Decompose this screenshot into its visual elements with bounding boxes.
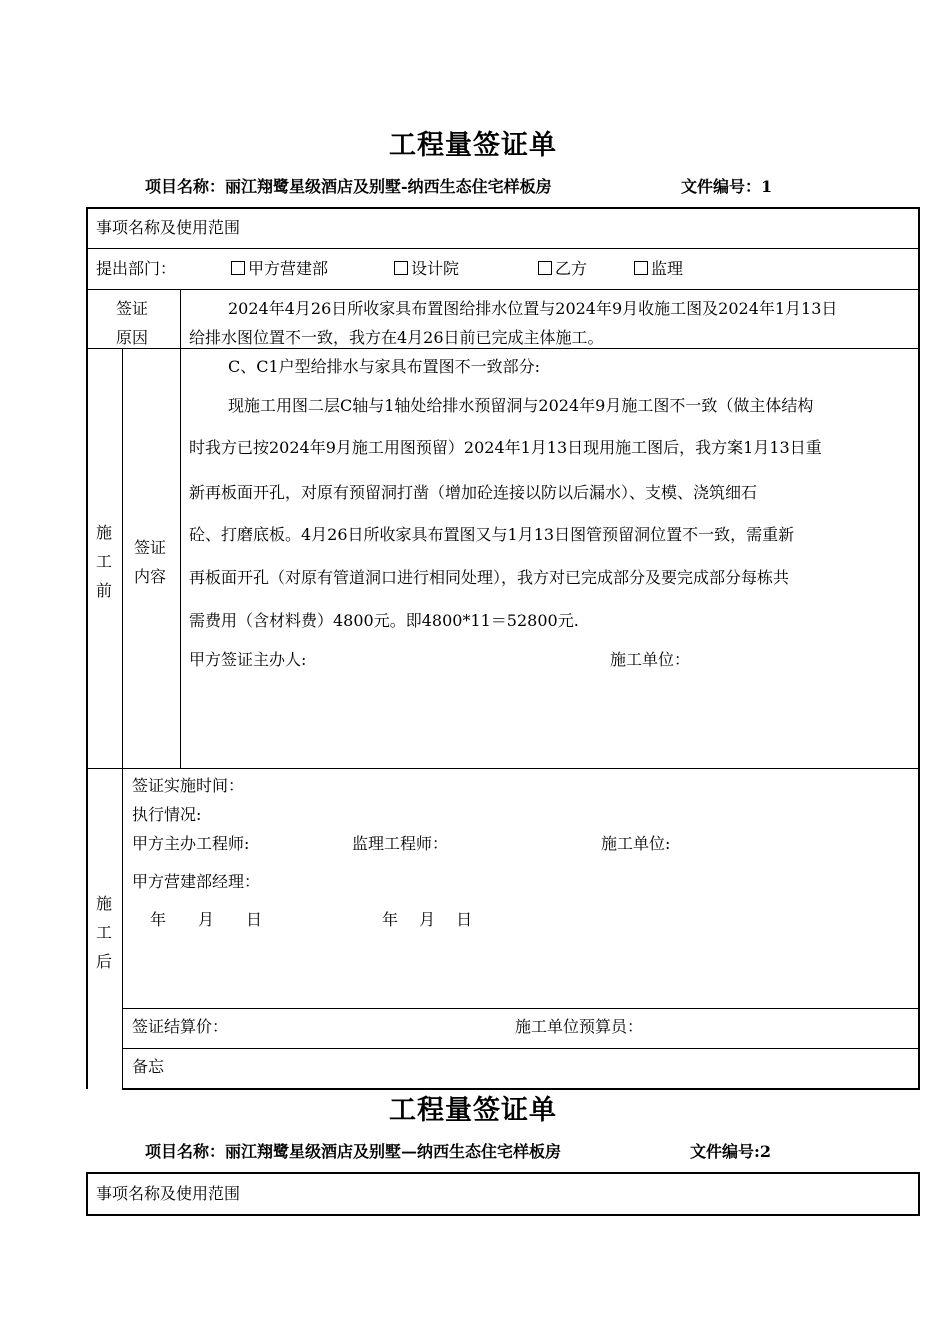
settlement-price-label: 签证结算价： [132, 1017, 229, 1036]
content-label-line1: 签证 [134, 538, 167, 557]
budgeter-label: 施工单位预算员： [515, 1017, 644, 1036]
exec-status-label: 执行情况: [132, 805, 202, 824]
after-label-char1: 施 [96, 894, 113, 913]
memo-label: 备忘 [132, 1057, 165, 1076]
reason-text-line1: 2024年4月26日所收家具布置图给排水位置与2024年9月收施工图及2024年1月13日 [228, 299, 838, 318]
after-label-char2: 工 [96, 923, 113, 942]
date-field: 年 月 日 [382, 910, 473, 929]
checkbox-icon[interactable] [231, 261, 245, 275]
after-label-char3: 后 [96, 952, 113, 971]
item-name-label: 事项名称及使用范围 [96, 218, 241, 237]
party-a-signer-label: 甲方签证主办人: [189, 650, 307, 669]
before-label-char3: 前 [96, 581, 113, 600]
party-a-manager-label: 甲方营建部经理： [132, 872, 261, 891]
contractor-label: 施工单位： [610, 650, 691, 669]
content-line: 时我方已按2024年9月施工用图预留）2024年1月13日现用施工图后，我方案1月13日重 [189, 438, 822, 457]
dept-option-supervisor[interactable]: 监理 [634, 256, 683, 279]
contractor-label: 施工单位: [601, 834, 671, 853]
content-line: 新再板面开孔，对原有预留洞打凿（增加砼连接以防以后漏水）、支模、浇筑细石 [189, 483, 758, 502]
before-label-char1: 施 [96, 523, 113, 542]
checkbox-icon[interactable] [538, 261, 552, 275]
impl-time-label: 签证实施时间： [132, 776, 245, 795]
dept-option-design-institute[interactable]: 设计院 [394, 256, 459, 279]
dept-label: 提出部门： [96, 259, 177, 278]
content-label-line2: 内容 [134, 567, 167, 586]
file-number: 文件编号:2 [690, 1142, 772, 1161]
checkbox-icon[interactable] [634, 261, 648, 275]
reason-label-line2: 原因 [116, 328, 149, 347]
supervisor-engineer-label: 监理工程师： [352, 834, 449, 853]
content-line: 需费用（含材料费）4800元。即4800*11＝52800元. [189, 611, 579, 630]
before-label-char2: 工 [96, 552, 113, 571]
content-line: 砼、打磨底板。4月26日所收家具布置图又与1月13日图管预留洞位置不一致，需重新 [189, 525, 795, 544]
dept-option-party-b[interactable]: 乙方 [538, 256, 587, 279]
page-title: 工程量签证单 [389, 130, 557, 161]
file-number: 文件编号：1 [681, 177, 773, 196]
content-line: 再板面开孔（对原有管道洞口进行相同处理），我方对已完成部分及要完成部分每栋共 [189, 568, 790, 587]
dept-option-party-a[interactable]: 甲方营建部 [231, 256, 328, 279]
project-name: 项目名称：丽江翔鹭星级酒店及别墅—纳西生态住宅样板房 [145, 1142, 562, 1161]
item-name-label: 事项名称及使用范围 [96, 1184, 241, 1203]
checkbox-icon[interactable] [394, 261, 408, 275]
content-line: 现施工用图二层C轴与1轴处给排水预留洞与2024年9月施工图不一致（做主体结构 [228, 396, 814, 415]
reason-text-line2: 给排水图位置不一致，我方在4月26日前已完成主体施工。 [189, 328, 604, 347]
page-title: 工程量签证单 [389, 1095, 557, 1126]
party-a-engineer-label: 甲方主办工程师: [132, 834, 250, 853]
date-field: 年 月 日 [150, 910, 263, 929]
content-line: C、C1户型给排水与家具布置图不一致部分: [228, 357, 541, 376]
reason-label-line1: 签证 [116, 299, 149, 318]
project-name: 项目名称：丽江翔鹭星级酒店及别墅-纳西生态住宅样板房 [145, 177, 552, 196]
